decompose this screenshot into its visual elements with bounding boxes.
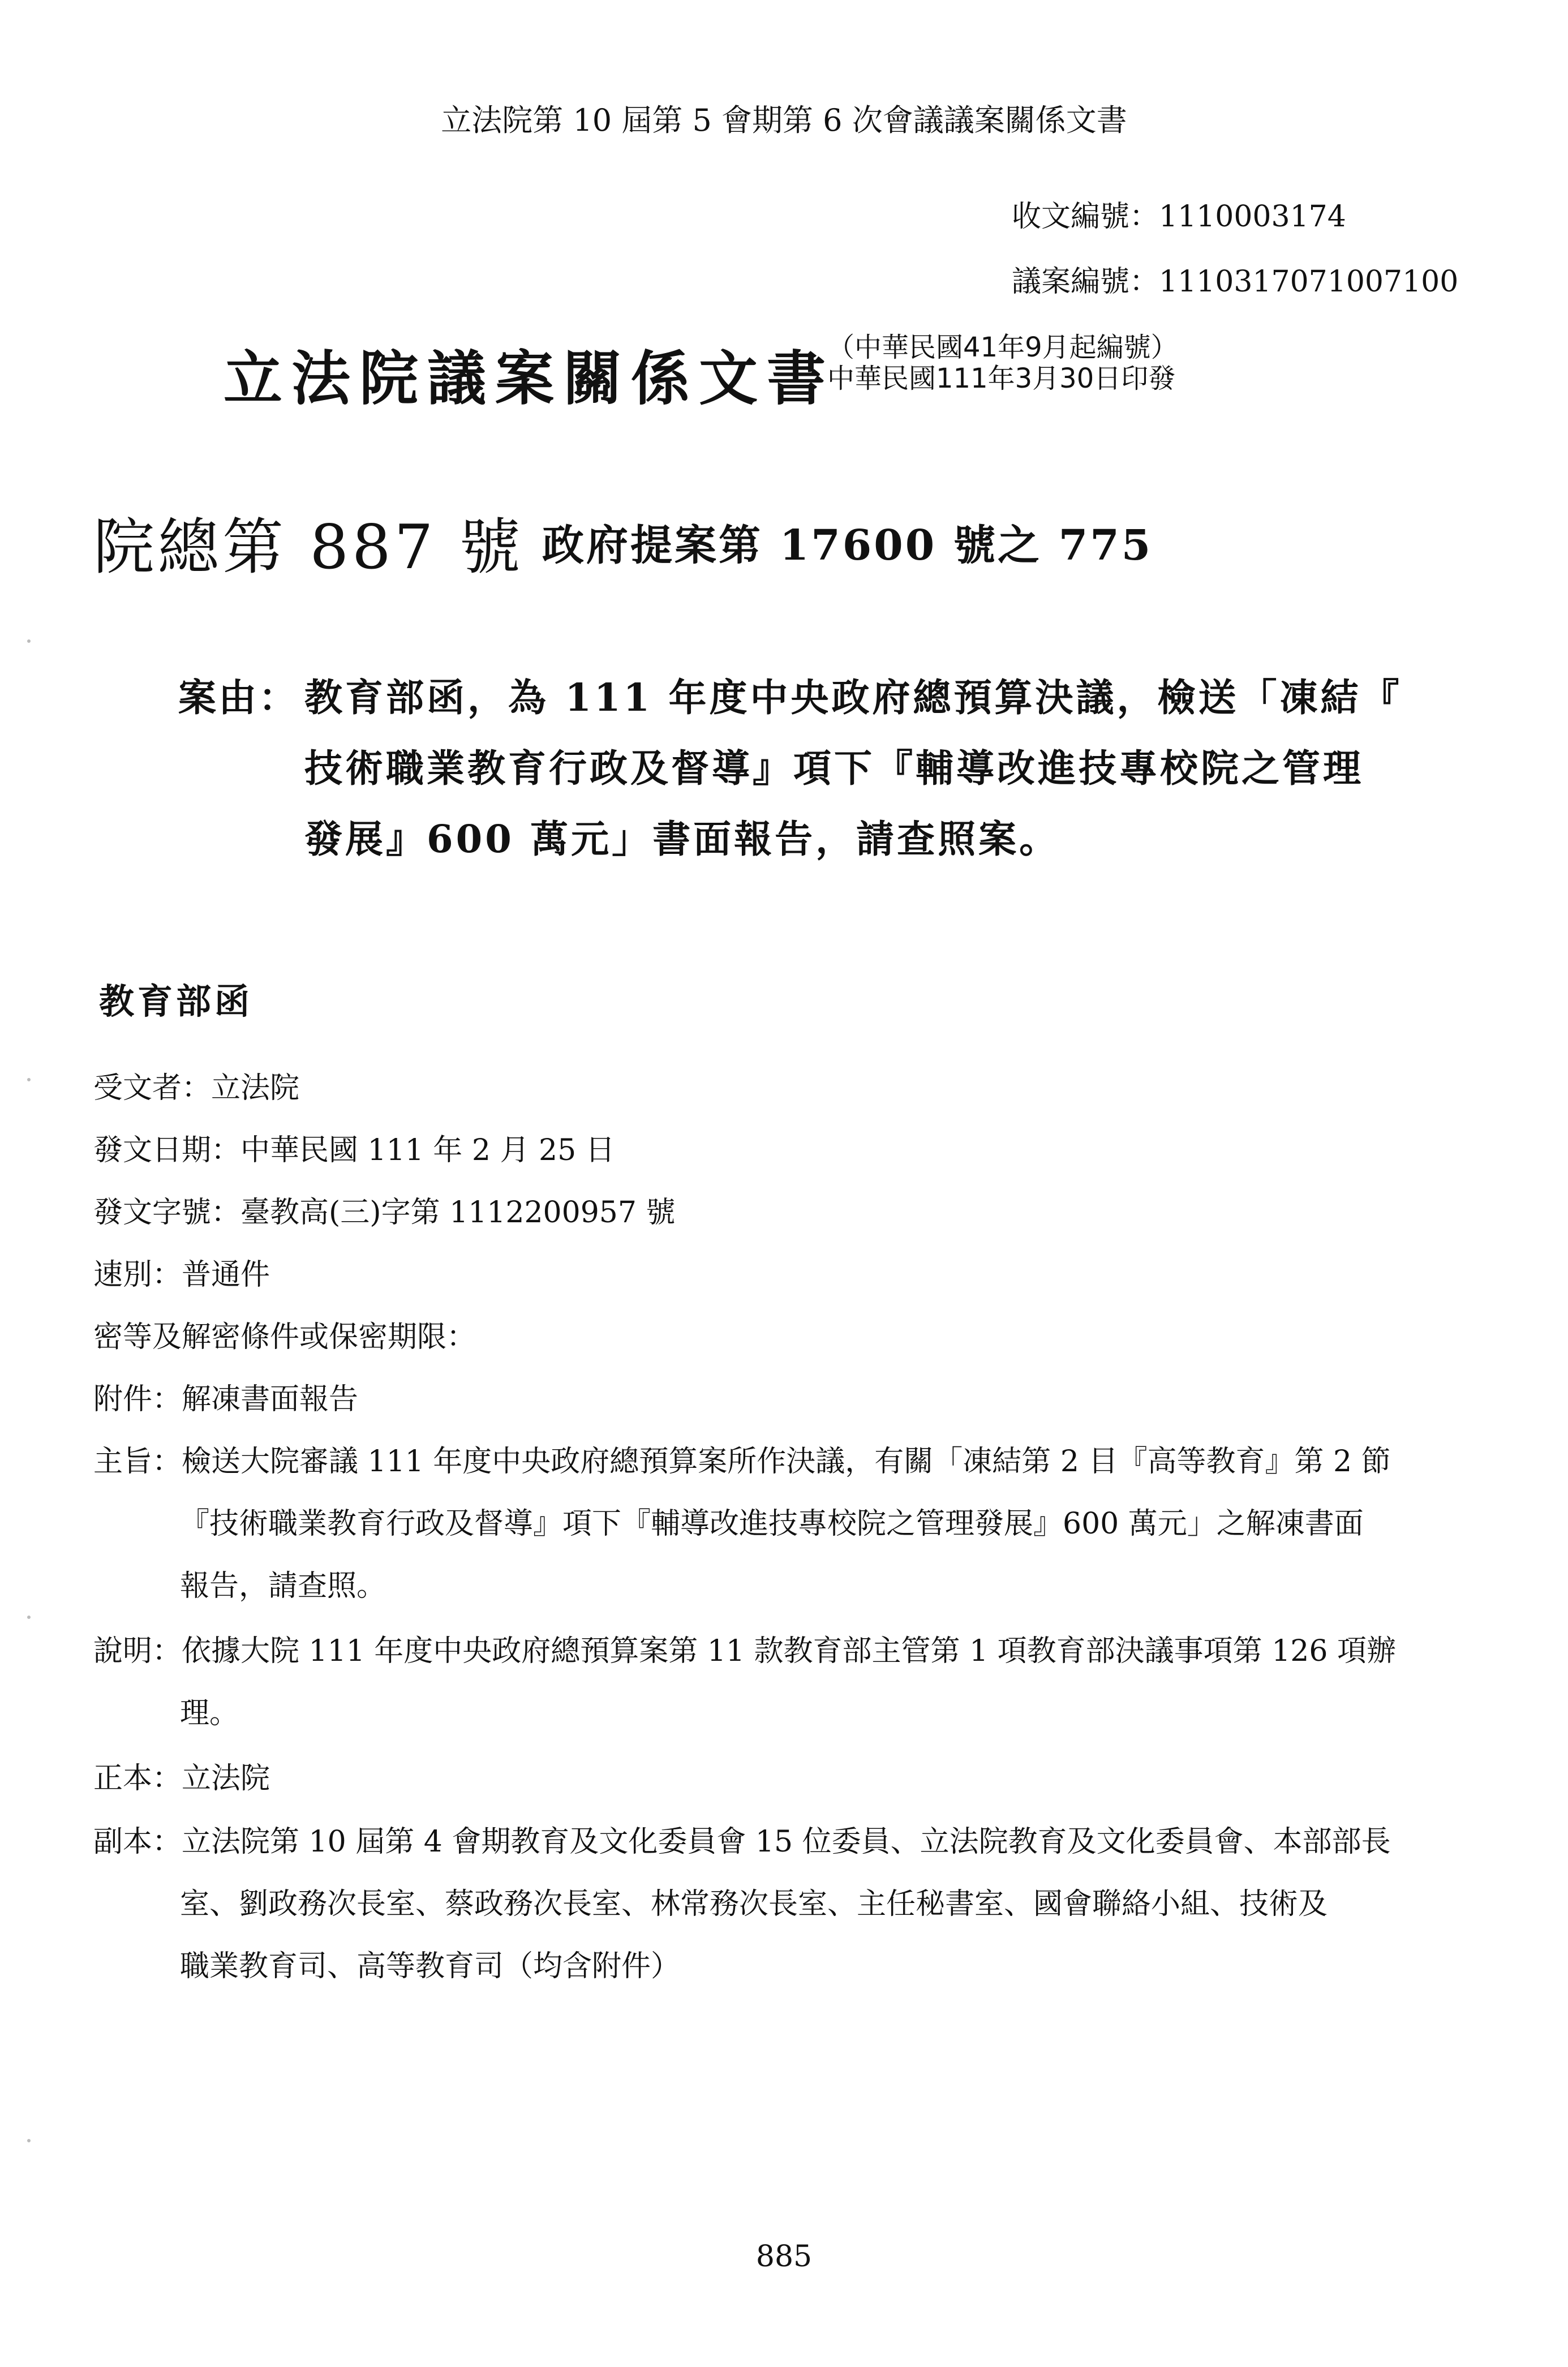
reference-number: 發文字號：臺教高(三)字第 1112200957 號 — [93, 1196, 676, 1230]
issue-date: 發文日期：中華民國 111 年 2 月 25 日 — [93, 1133, 615, 1167]
original-recipient: 正本：立法院 — [93, 1762, 270, 1795]
subject-line: 報告，請查照。 — [180, 1569, 386, 1603]
copy-recipients-line: 室、劉政務次長室、蔡政務次長室、林常務次長室、主任秘書室、國會聯絡小組、技術及 — [180, 1887, 1328, 1921]
reason-label: 案由： — [178, 675, 299, 720]
explanation-line: 說明：依據大院 111 年度中央政府總預算案第 11 款教育部主管第 1 項教育部決議事項第 126 項辦 — [93, 1634, 1396, 1668]
delivery-speed: 速別：普通件 — [93, 1258, 270, 1292]
bill-number: 議案編號：1110317071007100 — [1012, 265, 1459, 299]
print-date: 中華民國111年3月30日印發 — [827, 363, 1176, 394]
reason-line: 教育部函，為 111 年度中央政府總預算決議，檢送「凍結『 — [304, 675, 1402, 720]
recipient: 受文者：立法院 — [93, 1071, 300, 1105]
binding-dot — [27, 639, 31, 643]
copy-recipients-line: 副本：立法院第 10 屆第 4 會期教育及文化委員會 15 位委員、立法院教育及文化委員會、本部部長 — [93, 1825, 1391, 1859]
explanation-line: 理。 — [180, 1696, 239, 1730]
numbering-note: （中華民國41年9月起編號） — [827, 332, 1178, 363]
issuer-heading: 教育部函 — [99, 981, 254, 1022]
reason-line: 技術職業教育行政及督導』項下『輔導改進技專校院之管理 — [304, 746, 1364, 791]
yuan-total-number: 院總第 887 號 — [93, 512, 524, 583]
attachment: 附件：解凍書面報告 — [93, 1382, 359, 1416]
document-title: 立法院議案關係文書 — [224, 343, 835, 413]
reason-line: 發展』600 萬元」書面報告，請查照案。 — [304, 817, 1060, 861]
binding-dot — [27, 1078, 31, 1081]
subject-line: 『技術職業教育行政及督導』項下『輔導改進技專校院之管理發展』600 萬元」之解凍書面 — [180, 1507, 1364, 1541]
subject-line: 主旨：檢送大院審議 111 年度中央政府總預算案所作決議，有關「凍結第 2 目『高等教育』第 2 節 — [93, 1445, 1391, 1479]
copy-recipients-line: 職業教育司、高等教育司（均含附件） — [180, 1949, 681, 1983]
page-number: 885 — [755, 2240, 813, 2274]
government-proposal-number: 政府提案第 17600 號之 775 — [542, 521, 1153, 570]
binding-dot — [27, 1616, 31, 1619]
running-title: 立法院第 10 屆第 5 會期第 6 次會議議案關係文書 — [441, 102, 1127, 138]
secrecy-level: 密等及解密條件或保密期限： — [93, 1320, 476, 1354]
receipt-number: 收文編號：1110003174 — [1012, 200, 1346, 234]
binding-dot — [27, 2139, 31, 2142]
